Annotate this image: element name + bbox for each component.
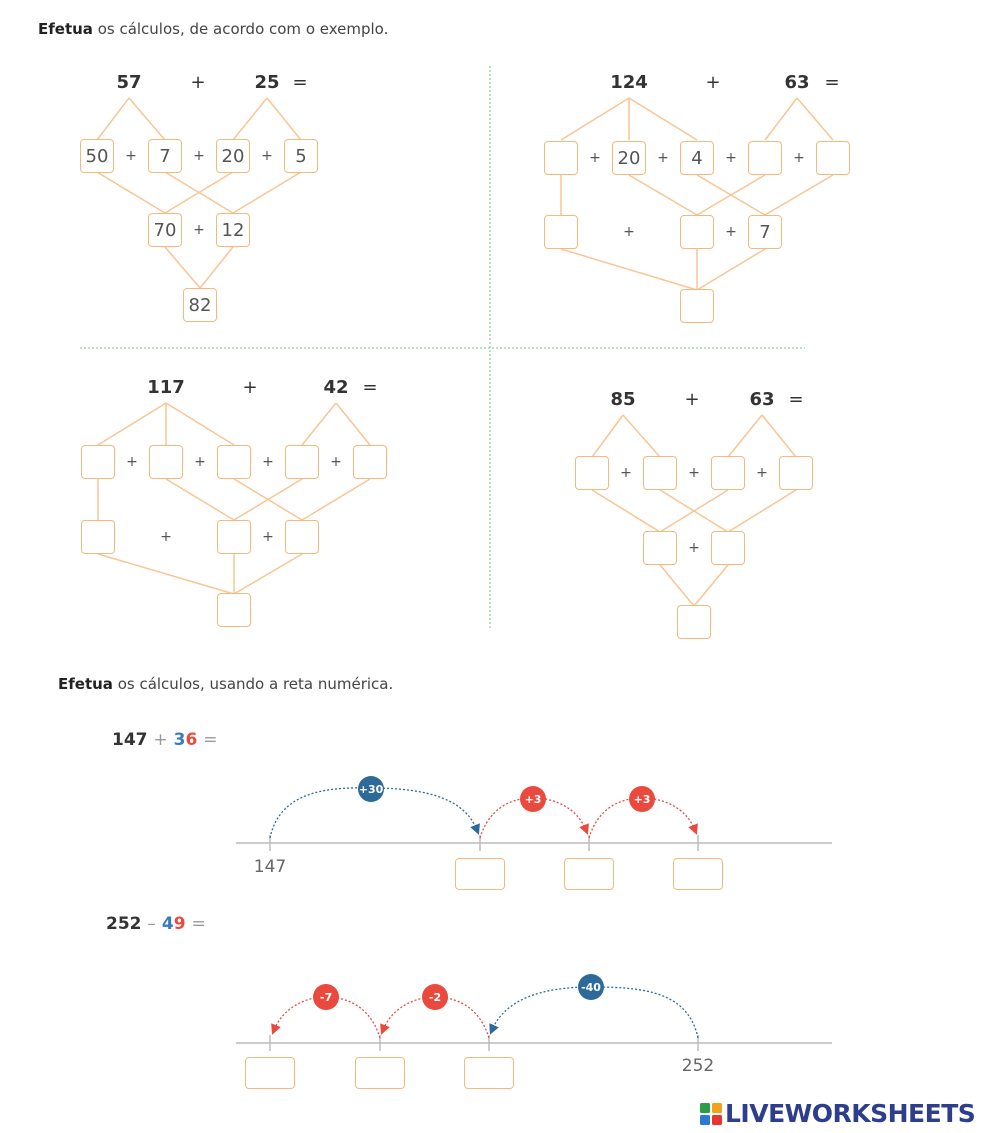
tree-0-addend-b: 25 xyxy=(254,72,280,93)
tree-0-row1-box-0: 50 xyxy=(80,139,114,173)
tree-1-row1-box-1: 20 xyxy=(612,141,646,175)
numberline-2-answer-box-2[interactable] xyxy=(464,1057,514,1089)
numberline-2-a: 252 xyxy=(106,914,142,934)
tree-2-row2-plus-1: + xyxy=(262,529,274,545)
tree-1-addend-b: 63 xyxy=(784,72,810,93)
tree-0-addend-a: 57 xyxy=(116,72,142,93)
tree-2-row1-plus-3: + xyxy=(330,454,342,470)
numberline-1-jump-badge-1: +3 xyxy=(520,786,546,812)
tree-0-row2-box-1: 12 xyxy=(216,213,250,247)
numberline-2-b-tens: 4 xyxy=(161,914,174,934)
tree-0-row2-plus: + xyxy=(193,222,205,238)
tree-2-row1-plus-2: + xyxy=(262,454,274,470)
instruction-2-text: os cálculos, usando a reta numérica. xyxy=(112,675,394,693)
numberline-1-answer-box-2[interactable] xyxy=(673,858,723,890)
numberline-1-b-tens: 3 xyxy=(173,730,186,750)
tree-1-row2-plus-0: + xyxy=(623,224,635,240)
tree-3-row1-plus-0: + xyxy=(620,465,632,481)
numberline-1-a: 147 xyxy=(112,730,148,750)
tree-3-row2-plus: + xyxy=(688,540,700,556)
tree-1-row1-box-2: 4 xyxy=(680,141,714,175)
liveworksheets-logo-text: LIVEWORKSHEETS xyxy=(725,1099,976,1128)
instruction-2-bold: Efetua xyxy=(58,675,113,693)
numberline-1-answer-box-0[interactable] xyxy=(455,858,505,890)
numberline-1-jump-badge-2: +3 xyxy=(629,786,655,812)
numberline-2-jump-badge-2: -40 xyxy=(578,974,604,1000)
tree-3-equals: = xyxy=(788,389,804,410)
numberline-2-answer-box-0[interactable] xyxy=(245,1057,295,1089)
liveworksheets-logo[interactable] xyxy=(700,1099,975,1128)
tree-3-row1-plus-2: + xyxy=(756,465,768,481)
tree-1-row2-plus-1: + xyxy=(725,224,737,240)
tree-0-row1-plus-1: + xyxy=(193,148,205,164)
tree-2-equals: = xyxy=(362,377,378,398)
numberline-1-jump-badge-0: +30 xyxy=(358,776,384,802)
tree-0-plus: + xyxy=(190,72,206,93)
tree-0-row1-box-3: 5 xyxy=(284,139,318,173)
tree-1-addend-a: 124 xyxy=(610,72,648,93)
numberline-1-b-units: 6 xyxy=(185,730,198,750)
tree-0-equals: = xyxy=(292,72,308,93)
tree-0-row1-box-1: 7 xyxy=(148,139,182,173)
tree-0-row2-box-0: 70 xyxy=(148,213,182,247)
tree-2-plus: + xyxy=(242,377,258,398)
tree-1-plus: + xyxy=(705,72,721,93)
tree-3-addend-a: 85 xyxy=(610,389,636,410)
tree-0-result-box: 82 xyxy=(183,288,217,322)
numberline-2-equals: = xyxy=(191,914,206,934)
tree-2-row1-plus-1: + xyxy=(194,454,206,470)
tree-3-row1-plus-1: + xyxy=(688,465,700,481)
numberline-1-answer-box-1[interactable] xyxy=(564,858,614,890)
tree-3-addend-b: 63 xyxy=(749,389,775,410)
numberline-2-op: – xyxy=(147,914,156,934)
numberline-2-jump-badge-1: -2 xyxy=(422,984,448,1010)
tree-0-row1-plus-2: + xyxy=(261,148,273,164)
numberline-2-b-units: 9 xyxy=(173,914,186,934)
numberline-1-start-label: 147 xyxy=(253,857,287,877)
tree-2-addend-a: 117 xyxy=(147,377,185,398)
tree-2-row2-plus-0: + xyxy=(160,529,172,545)
tree-1-equals: = xyxy=(824,72,840,93)
tree-0-row1-plus-0: + xyxy=(125,148,137,164)
numberline-1-equals: = xyxy=(203,730,218,750)
numberline-1-op: + xyxy=(153,730,168,750)
liveworksheets-logo-icon xyxy=(700,1103,722,1125)
tree-1-row1-plus-0: + xyxy=(589,150,601,166)
numberline-2-jump-badge-0: -7 xyxy=(313,984,339,1010)
tree-1-row1-plus-2: + xyxy=(725,150,737,166)
instruction-1-bold: Efetua xyxy=(38,20,93,38)
tree-2-row1-plus-0: + xyxy=(126,454,138,470)
numberline-2-answer-box-1[interactable] xyxy=(355,1057,405,1089)
tree-0-row1-box-2: 20 xyxy=(216,139,250,173)
tree-1-row1-plus-1: + xyxy=(657,150,669,166)
numberline-2-start-label: 252 xyxy=(681,1056,715,1076)
tree-2-addend-b: 42 xyxy=(323,377,349,398)
tree-1-row1-plus-3: + xyxy=(793,150,805,166)
tree-3-plus: + xyxy=(684,389,700,410)
tree-1-row2-box-2: 7 xyxy=(748,215,782,249)
instruction-1-text: os cálculos, de acordo com o exemplo. xyxy=(92,20,389,38)
